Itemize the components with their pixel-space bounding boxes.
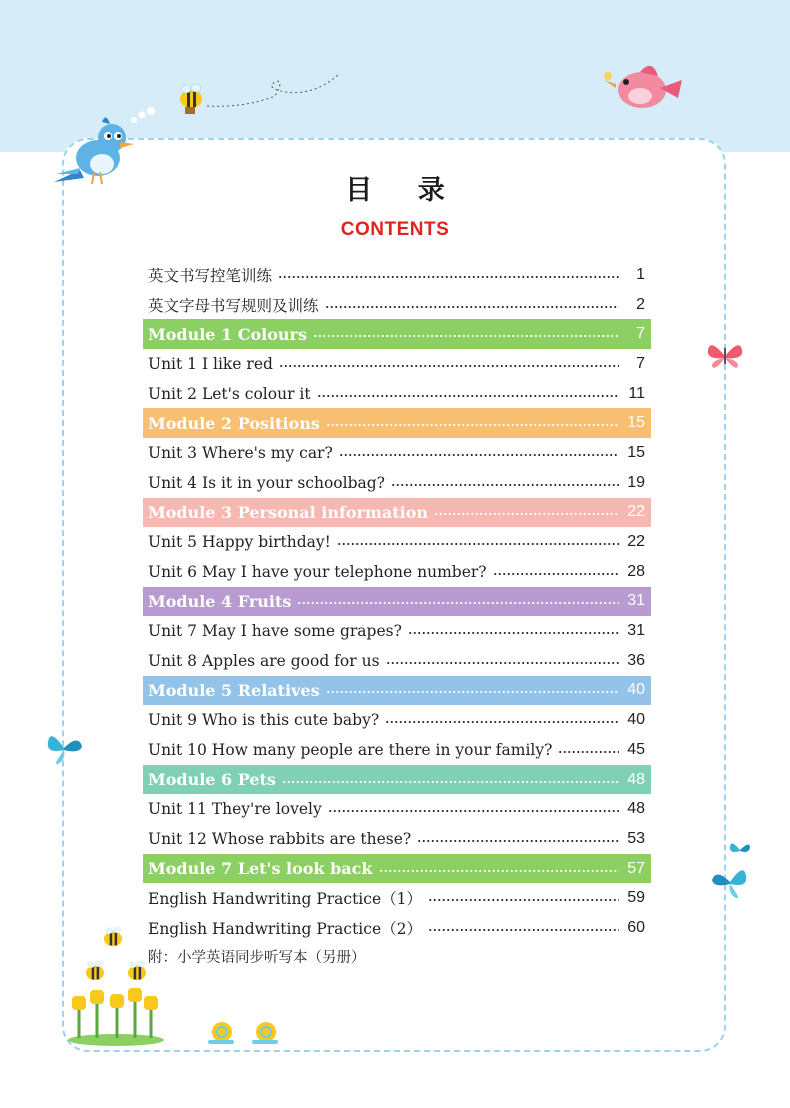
module-row[interactable]	[143, 498, 651, 528]
toc-row[interactable]	[143, 616, 651, 646]
butterfly-icon	[44, 728, 86, 768]
butterfly-icon	[728, 838, 752, 860]
dot-leader	[278, 276, 619, 278]
toc-page-number: 40	[627, 681, 645, 699]
dot-leader	[493, 573, 619, 575]
toc-label: Module 2 Positions	[148, 413, 320, 433]
toc-page-number: 22	[627, 503, 645, 521]
toc-label: Module 1 Colours	[148, 324, 307, 344]
speech-dots	[128, 106, 158, 126]
toc-page-number: 2	[636, 295, 645, 313]
dot-leader	[313, 335, 619, 337]
toc-label: 英文字母书写规则及训练	[148, 296, 319, 315]
toc-label: Unit 12 Whose rabbits are these?	[148, 829, 412, 848]
toc-page-number: 57	[627, 859, 645, 877]
dot-leader	[558, 751, 619, 753]
toc-row[interactable]	[143, 794, 651, 824]
toc-label: English Handwriting Practice（2）	[148, 919, 422, 938]
toc-page-number: 7	[636, 325, 645, 343]
toc-label: Module 6 Pets	[148, 770, 276, 790]
pink-bird-icon	[600, 58, 684, 118]
toc-row[interactable]	[143, 557, 651, 587]
module-row[interactable]	[143, 587, 651, 617]
sunflower-icon	[66, 986, 166, 1046]
toc-page-number: 31	[627, 622, 645, 640]
toc-label: Unit 7 May I have some grapes?	[148, 622, 402, 641]
toc-page-number: 48	[627, 770, 645, 788]
dot-leader	[391, 484, 619, 486]
toc-page-number: 60	[627, 918, 645, 936]
toc-label: Unit 9 Who is this cute baby?	[148, 711, 380, 730]
dot-leader	[379, 870, 620, 872]
dot-leader	[325, 306, 619, 308]
toc-page-number: 53	[627, 829, 645, 847]
module-row[interactable]	[143, 854, 651, 884]
toc-label: Module 5 Relatives	[148, 680, 320, 700]
dot-leader	[328, 810, 619, 812]
toc-page-number: 31	[627, 592, 645, 610]
toc-row[interactable]	[143, 290, 651, 320]
dot-leader	[339, 454, 619, 456]
dot-leader	[428, 929, 619, 931]
toc-page-number: 45	[627, 740, 645, 758]
dot-leader	[326, 424, 619, 426]
dot-leader	[408, 632, 619, 634]
bee-icon	[98, 924, 128, 952]
toc-row[interactable]	[143, 379, 651, 409]
dot-leader	[385, 721, 619, 723]
toc-row[interactable]	[143, 468, 651, 498]
dot-leader	[317, 395, 619, 397]
dot-leader	[337, 543, 619, 545]
toc-page-number: 59	[627, 889, 645, 907]
toc-page-number: 19	[627, 473, 645, 491]
toc-page-number: 7	[636, 354, 645, 372]
toc-page-number: 48	[627, 800, 645, 818]
toc-row[interactable]	[143, 883, 651, 913]
dot-leader	[279, 365, 619, 367]
toc-page-number: 36	[627, 651, 645, 669]
dot-leader	[297, 602, 619, 604]
module-row[interactable]	[143, 319, 651, 349]
dot-leader	[417, 840, 619, 842]
toc-label: Unit 1 I like red	[148, 354, 273, 373]
table-of-contents	[143, 260, 651, 943]
dot-leader	[326, 691, 619, 693]
module-row[interactable]	[143, 765, 651, 795]
toc-row[interactable]	[143, 349, 651, 379]
toc-row[interactable]	[143, 705, 651, 735]
toc-label: English Handwriting Practice（1）	[148, 890, 422, 909]
toc-page-number: 15	[627, 443, 645, 461]
toc-page-number: 15	[627, 414, 645, 432]
toc-row[interactable]	[143, 913, 651, 943]
dot-leader	[428, 899, 619, 901]
dot-leader	[282, 781, 619, 783]
toc-label: Unit 6 May I have your telephone number?	[148, 562, 487, 581]
toc-row[interactable]	[143, 824, 651, 854]
toc-page-number: 22	[627, 533, 645, 551]
toc-page-number: 1	[636, 265, 645, 283]
module-row[interactable]	[143, 676, 651, 706]
toc-label: Unit 4 Is it in your schoolbag?	[148, 473, 385, 492]
butterfly-icon	[708, 862, 750, 902]
toc-label: 英文书写控笔训练	[148, 266, 273, 285]
page-title: 目 录	[345, 175, 463, 206]
butterfly-icon	[706, 338, 744, 374]
module-row[interactable]	[143, 408, 651, 438]
toc-label: Unit 11 They're lovely	[148, 800, 322, 819]
toc-label: Module 7 Let's look back	[148, 859, 373, 879]
toc-label: Unit 2 Let's colour it	[148, 384, 311, 403]
toc-page-number: 11	[628, 384, 645, 402]
bee-icon	[80, 958, 110, 986]
toc-label: Unit 5 Happy birthday!	[148, 533, 331, 552]
snail-icon	[206, 1020, 236, 1046]
dot-leader	[434, 513, 619, 515]
toc-label: Module 3 Personal information	[148, 502, 429, 522]
page-subtitle: CONTENTS	[340, 219, 450, 240]
toc-page-number: 28	[627, 562, 645, 580]
toc-label: Unit 8 Apples are good for us	[148, 651, 380, 670]
bee-icon	[174, 82, 208, 116]
toc-label: Module 4 Fruits	[148, 591, 292, 611]
toc-label: Unit 3 Where's my car?	[148, 443, 333, 462]
toc-label: Unit 10 How many people are there in your family?	[148, 740, 553, 759]
toc-row[interactable]	[143, 646, 651, 676]
dot-leader	[386, 662, 619, 664]
flight-path	[205, 68, 345, 113]
snail-icon	[250, 1020, 280, 1046]
toc-page-number: 40	[627, 711, 645, 729]
toc-row[interactable]	[143, 260, 651, 290]
footnote: 附：小学英语同步听写本（另册）	[148, 950, 366, 966]
toc-row[interactable]	[143, 735, 651, 765]
toc-row[interactable]	[143, 527, 651, 557]
toc-row[interactable]	[143, 438, 651, 468]
